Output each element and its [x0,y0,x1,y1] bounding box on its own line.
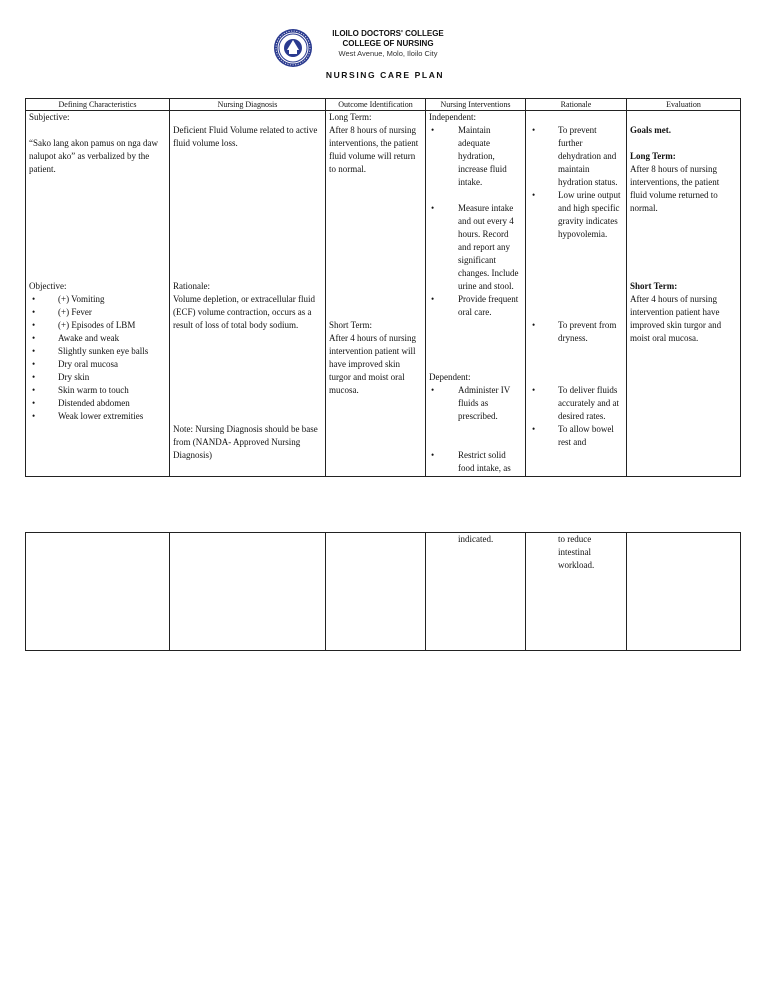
document-header [0,26,768,86]
evaluation-cell [627,111,741,477]
outcome-short-text: After 4 hours of nursing intervention patient will have improved skin turgor and moist oral mucosa. [329,333,416,395]
nursing-interventions-cell [426,111,526,477]
evaluation-short-label: Short Term: [630,281,678,291]
outcome-long-text: After 8 hours of nursing interventions, the patient fluid volume will return to normal. [329,125,419,174]
intervention-continued: indicated. [458,534,494,544]
institution-address: West Avenue, Molo, Iloilo City [338,49,438,58]
list-item: • Provide frequent oral care. [429,293,522,319]
care-plan-table-continued [25,532,741,651]
nursing-diagnosis-cell [170,533,326,651]
column-header: Evaluation [627,99,741,111]
list-item: • Awake and weak [29,332,166,345]
rationale-cell [526,533,627,651]
list-item: • Administer IV fluids as prescribed. [429,384,522,423]
list-item: • To deliver fluids accurately and at desired rates. [529,384,623,423]
rationale-list [529,384,623,449]
list-item: • Maintain adequate hydration, increase fluid intake. [429,124,522,189]
subjective-label: Subjective: [29,112,70,122]
list-item: • To prevent further dehydration and maintain hydration status. [529,124,623,189]
rationale-cell [526,111,627,477]
subjective-quote: “Sako lang akon pamus on nga daw nalupot ako” as verbalized by the patient. [29,138,158,174]
list-item: • Low urine output and high specific gravity indicates hypovolemia. [529,189,623,241]
list-item: • (+) Vomiting [29,293,166,306]
table-row [26,111,741,477]
evaluation-short-text: After 4 hours of nursing intervention patient have improved skin turgor and moist oral mucosa. [630,294,722,343]
care-plan-table [25,98,741,477]
list-item: • (+) Episodes of LBM [29,319,166,332]
evaluation-cell [627,533,741,651]
independent-label: Independent: [429,112,476,122]
outcome-identification-cell [326,533,426,651]
diagnosis-note: Note: Nursing Diagnosis should be base from (NANDA- Approved Nursing Diagnosis) [173,424,318,460]
list-item: • Weak lower extremities [29,410,166,423]
dependent-list [429,449,522,475]
outcome-identification-cell [326,111,426,477]
page-title: NURSING CARE PLAN [325,70,445,80]
dependent-list [429,384,522,423]
rationale-list [529,124,623,241]
institution-name: ILOILO DOCTORS' COLLEGE [332,29,444,38]
column-header: Outcome Identification [326,99,426,111]
list-item: • Restrict solid food intake, as [429,449,522,475]
column-header: Rationale [526,99,627,111]
column-header: Defining Characteristics [26,99,170,111]
table-header-row [26,99,741,111]
diagnosis-rationale-label: Rationale: [173,281,210,291]
table-row [26,533,741,651]
independent-list [429,202,522,319]
list-item: • To allow bowel rest and [529,423,623,449]
department-name: COLLEGE OF NURSING [342,39,434,48]
outcome-long-label: Long Term: [329,112,372,122]
list-item: • To prevent from dryness. [529,319,623,345]
goals-status: Goals met. [630,125,671,135]
objective-list [29,293,166,423]
diagnosis-rationale-text: Volume depletion, or extracellular fluid (ECF) volume contraction, occurs as a result of loss of total body sodium. [173,294,316,330]
list-item: • Slightly sunken eye balls [29,345,166,358]
objective-label: Objective: [29,281,67,291]
evaluation-long-text: After 8 hours of nursing interventions, the patient fluid volume returned to normal. [630,164,720,213]
list-item: • Skin warm to touch [29,384,166,397]
diagnosis-text: Deficient Fluid Volume related to active fluid volume loss. [173,125,318,148]
list-item: • (+) Fever [29,306,166,319]
defining-characteristics-cell [26,533,170,651]
evaluation-long-label: Long Term: [630,151,676,161]
list-item: • Distended abdomen [29,397,166,410]
outcome-short-label: Short Term: [329,320,372,330]
defining-characteristics-cell [26,111,170,477]
rationale-continued: to reduce intestinal workload. [558,534,595,570]
column-header: Nursing Interventions [426,99,526,111]
nursing-interventions-cell [426,533,526,651]
college-seal-logo [273,28,313,68]
independent-list [429,124,522,189]
column-header: Nursing Diagnosis [170,99,326,111]
list-item: • Dry skin [29,371,166,384]
nursing-diagnosis-cell [170,111,326,477]
rationale-list [529,319,623,345]
dependent-label: Dependent: [429,372,471,382]
list-item: • Dry oral mucosa [29,358,166,371]
list-item: • Measure intake and out every 4 hours. Record and report any significant changes. Include urine and stool. [429,202,522,293]
